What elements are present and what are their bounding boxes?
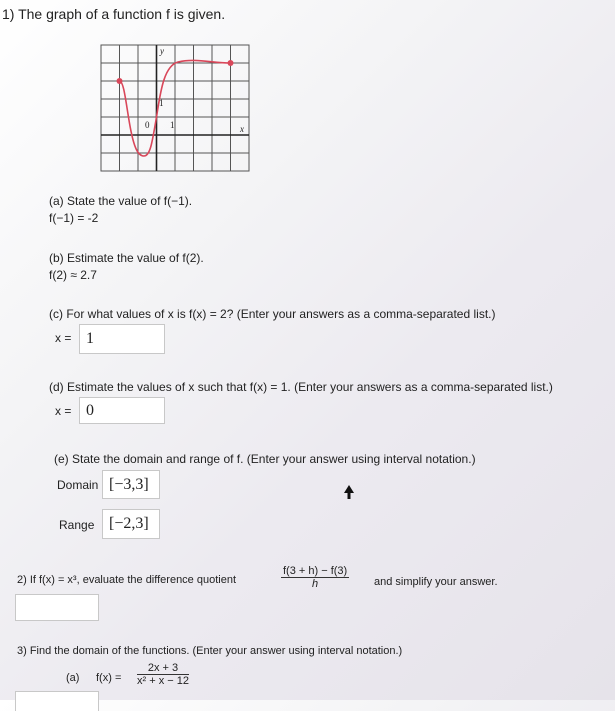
y-tick-label: 1: [159, 98, 164, 108]
part-b-answer: f(2) ≈ 2.7: [49, 268, 97, 282]
difference-quotient: [281, 565, 349, 590]
part-a-question: (a) State the value of f(−1).: [49, 194, 193, 208]
q3-rational-function: [137, 662, 189, 687]
domain-answer-input[interactable]: [−3,3]: [102, 470, 160, 499]
curve-endpoint-right: [228, 60, 234, 66]
range-label: Range: [59, 518, 95, 532]
q3-denominator: x² + x − 12: [137, 675, 189, 687]
part-e-question: (e) State the domain and range of f. (Enter your answer using interval notation.): [54, 452, 476, 466]
part-c-label: x =: [55, 331, 72, 345]
function-graph: [100, 44, 250, 172]
part-c-answer-input[interactable]: 1: [79, 324, 165, 354]
difference-quotient-numerator: f(3 + h) − f(3): [283, 565, 348, 577]
x-tick-label: 1: [170, 120, 175, 130]
q2-text-before: 2) If f(x) = x³, evaluate the difference quotient: [17, 574, 237, 586]
domain-label: Domain: [57, 478, 99, 492]
q3-part-label: (a): [66, 672, 80, 684]
q2-answer-input[interactable]: [15, 594, 99, 621]
q3-answer-input[interactable]: [15, 691, 99, 711]
difference-quotient-denominator: h: [312, 578, 319, 590]
part-c-question: (c) For what values of x is f(x) = 2? (Enter your answers as a comma-separated list.): [49, 307, 496, 321]
part-d-label: x =: [55, 404, 72, 418]
mouse-cursor-icon: [343, 484, 355, 500]
q2-text-after: and simplify your answer.: [374, 576, 498, 588]
part-d-question: (d) Estimate the values of x such that f(x) = 1. (Enter your answers as a comma-separated list.): [49, 380, 553, 394]
y-axis-label: y: [160, 46, 164, 56]
q3-fx-label: f(x) =: [96, 672, 122, 684]
part-d-answer-input[interactable]: 0: [79, 397, 165, 424]
range-answer-input[interactable]: [−2,3]: [102, 509, 160, 539]
part-b-question: (b) Estimate the value of f(2).: [49, 251, 204, 265]
part-a-answer: f(−1) = -2: [49, 211, 99, 225]
problem-title: 1) The graph of a function f is given.: [2, 6, 226, 22]
x-axis-label: x: [240, 124, 244, 134]
q3-numerator: 2x + 3: [137, 662, 189, 675]
curve-endpoint-left: [117, 78, 123, 84]
q3-text: 3) Find the domain of the functions. (Enter your answer using interval notation.): [17, 645, 403, 657]
origin-tick-label: 0: [145, 120, 150, 130]
